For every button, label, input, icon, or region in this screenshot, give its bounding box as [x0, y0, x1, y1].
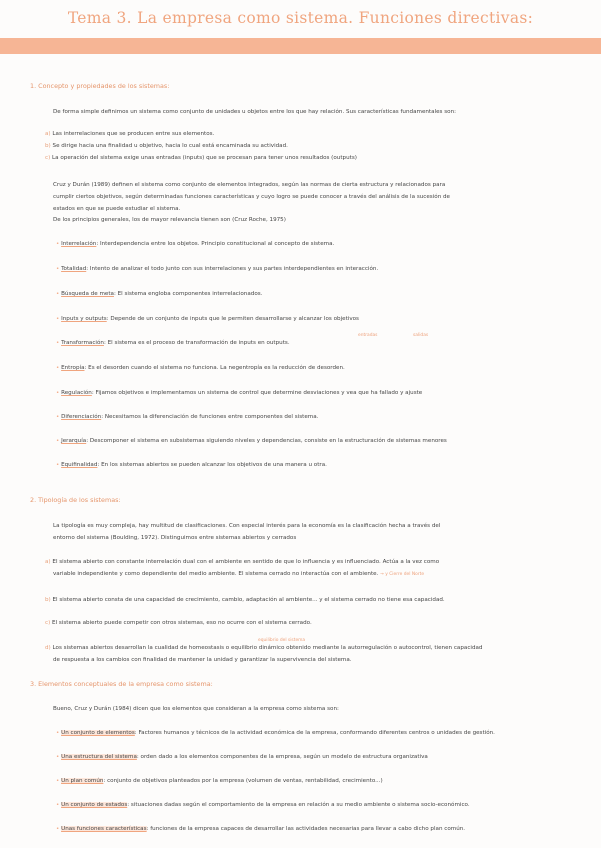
paragraph-line: estados en que se puede estudiar el sistema.: [53, 206, 181, 212]
list-item: • Interrelación: Interdependencia entre los objetos. Principio constitucional al concepto de sistema.: [56, 241, 335, 247]
list-item: • Un conjunto de elementos: Factores humanos y técnicos de la actividad económica de la empresa, conformando diferentes centros o unidades de gestión.: [56, 730, 495, 736]
list-item: • Jerarquía: Descomponer el sistema en subsistemas siguiendo niveles y dependencias, consiste en la estructuración de sistemas menores: [56, 438, 447, 444]
title-band: [0, 38, 601, 54]
paragraph-line: La tipología es muy compleja, hay multitud de clasificaciones. Con especial interés para la economía es la clasificación hecha a través del: [53, 523, 441, 529]
section-heading-3: 3. Elementos conceptuales de la empresa como sistema:: [30, 680, 213, 688]
bullet-icon: •: [56, 802, 60, 808]
list-item: a) Las interrelaciones que se producen entre sus elementos.: [45, 131, 215, 137]
bullet-icon: •: [56, 316, 60, 322]
bullet-icon: •: [56, 754, 60, 760]
list-item: b) Se dirige hacia una finalidad u objetivo, hacia lo cual está encaminada su actividad.: [45, 143, 288, 149]
bullet-icon: •: [56, 340, 60, 346]
list-item: c) El sistema abierto puede competir con otros sistemas, eso no ocurre con el sistema cerrado.: [45, 620, 312, 626]
margin-note: salidas: [413, 333, 429, 338]
margin-note: equilibrio del sistema: [258, 638, 306, 643]
bullet-icon: •: [56, 826, 60, 832]
bullet-icon: •: [56, 730, 60, 736]
list-item: a) El sistema abierto con constante interrelación dual con el ambiente en sentido de que lo influencia y es influenciado. Actúa a la vez como: [45, 559, 440, 565]
bullet-icon: •: [56, 778, 60, 784]
bullet-icon: •: [56, 266, 60, 272]
section-heading-2: 2. Tipología de los sistemas:: [30, 496, 121, 504]
list-item-continuation: variable independiente y como dependiente del medio ambiente. El sistema cerrado no interactúa con el ambiente. → y Cierre del Norte: [53, 571, 425, 577]
paragraph-line: entorno del sistema (Boulding, 1972). Distinguimos entre sistemas abiertos y cerrados: [53, 535, 297, 541]
bullet-icon: •: [56, 462, 60, 468]
list-item: • Transformación: El sistema es el proceso de transformación de inputs en outputs.: [56, 340, 290, 346]
paragraph-line: De forma simple definimos un sistema como conjunto de unidades u objetos entre los que hay relación. Sus características fundamentales son:: [53, 109, 457, 115]
list-item-continuation: de respuesta a los cambios con finalidad de mantener la unidad y garantizar la supervivencia del sistema.: [53, 657, 352, 663]
list-item: c) La operación del sistema exige unas entradas (inputs) que se procesan para tener unos resultados (outputs): [45, 155, 357, 161]
list-item: • Unas funciones características: funciones de la empresa capaces de desarrollar las actividades necesarias para llevar a cabo dicho plan común.: [56, 826, 466, 832]
paragraph-line: Cruz y Durán (1989) definen el sistema como conjunto de elementos integrados, según las normas de cierta estructura y relacionados para: [53, 182, 446, 188]
bullet-icon: •: [56, 241, 60, 247]
bullet-icon: •: [56, 291, 60, 297]
list-item: • Entropía: Es el desorden cuando el sistema no funciona. La negentropía es la reducción de desorden.: [56, 365, 345, 371]
bullet-icon: •: [56, 390, 60, 396]
list-item: • Búsqueda de meta: El sistema engloba componentes interrelacionados.: [56, 291, 263, 297]
margin-note: entradas: [358, 333, 378, 338]
paragraph-line: Bueno, Cruz y Durán (1984) dicen que los elementos que consideran a la empresa como sistema son:: [53, 706, 339, 712]
list-item: • Un plan común: conjunto de objetivos planteados por la empresa (volumen de ventas, rentabilidad, crecimiento...): [56, 778, 383, 784]
paragraph-line: cumplir ciertos objetivos, según determinadas funciones características y cuyo logro se puede conocer a través del análisis de la sucesión de: [53, 194, 451, 200]
list-item: • Equifinalidad: En los sistemas abiertos se pueden alcanzar los objetivos de una manera u otra.: [56, 462, 327, 468]
page-title: Tema 3. La empresa como sistema. Funciones directivas:: [67, 9, 534, 27]
list-item: • Totalidad: Intento de analizar el todo junto con sus interrelaciones y sus partes interdependientes en interacción.: [56, 266, 379, 272]
list-item: • Un conjunto de estados: situaciones dadas según el comportamiento de la empresa en relación a su medio ambiente o sistema socio-económico.: [56, 802, 470, 808]
bullet-icon: •: [56, 438, 60, 444]
bullet-icon: •: [56, 414, 60, 420]
list-item: • Diferenciación: Necesitamos la diferenciación de funciones entre componentes del sistema.: [56, 414, 319, 420]
list-item: d) Los sistemas abiertos desarrollan la cualidad de homeostasis o equilibrio dinámico obtenido mediante la autorregulación o autocontrol, tienen capacidad: [45, 645, 483, 651]
bullet-icon: •: [56, 365, 60, 371]
list-item: • Inputs y outputs: Depende de un conjunto de inputs que le permiten desarrollarse y alcanzar los objetivos: [56, 316, 359, 322]
list-item: • Una estructura del sistema: orden dado a los elementos componentes de la empresa, según un modelo de estructura organizativa: [56, 754, 428, 760]
list-item: • Regulación: Fijamos objetivos e implementamos un sistema de control que determine desviaciones y vea que ha fallado y ajuste: [56, 390, 423, 396]
section-heading-1: 1. Concepto y propiedades de los sistemas:: [30, 82, 170, 90]
paragraph-line: De los principios generales, los de mayor relevancia tienen son (Cruz Roche, 1975): [53, 217, 286, 223]
list-item: b) El sistema abierto consta de una capacidad de crecimiento, cambio, adaptación al ambiente... y el sistema cerrado no tiene esa capacidad.: [45, 597, 445, 603]
